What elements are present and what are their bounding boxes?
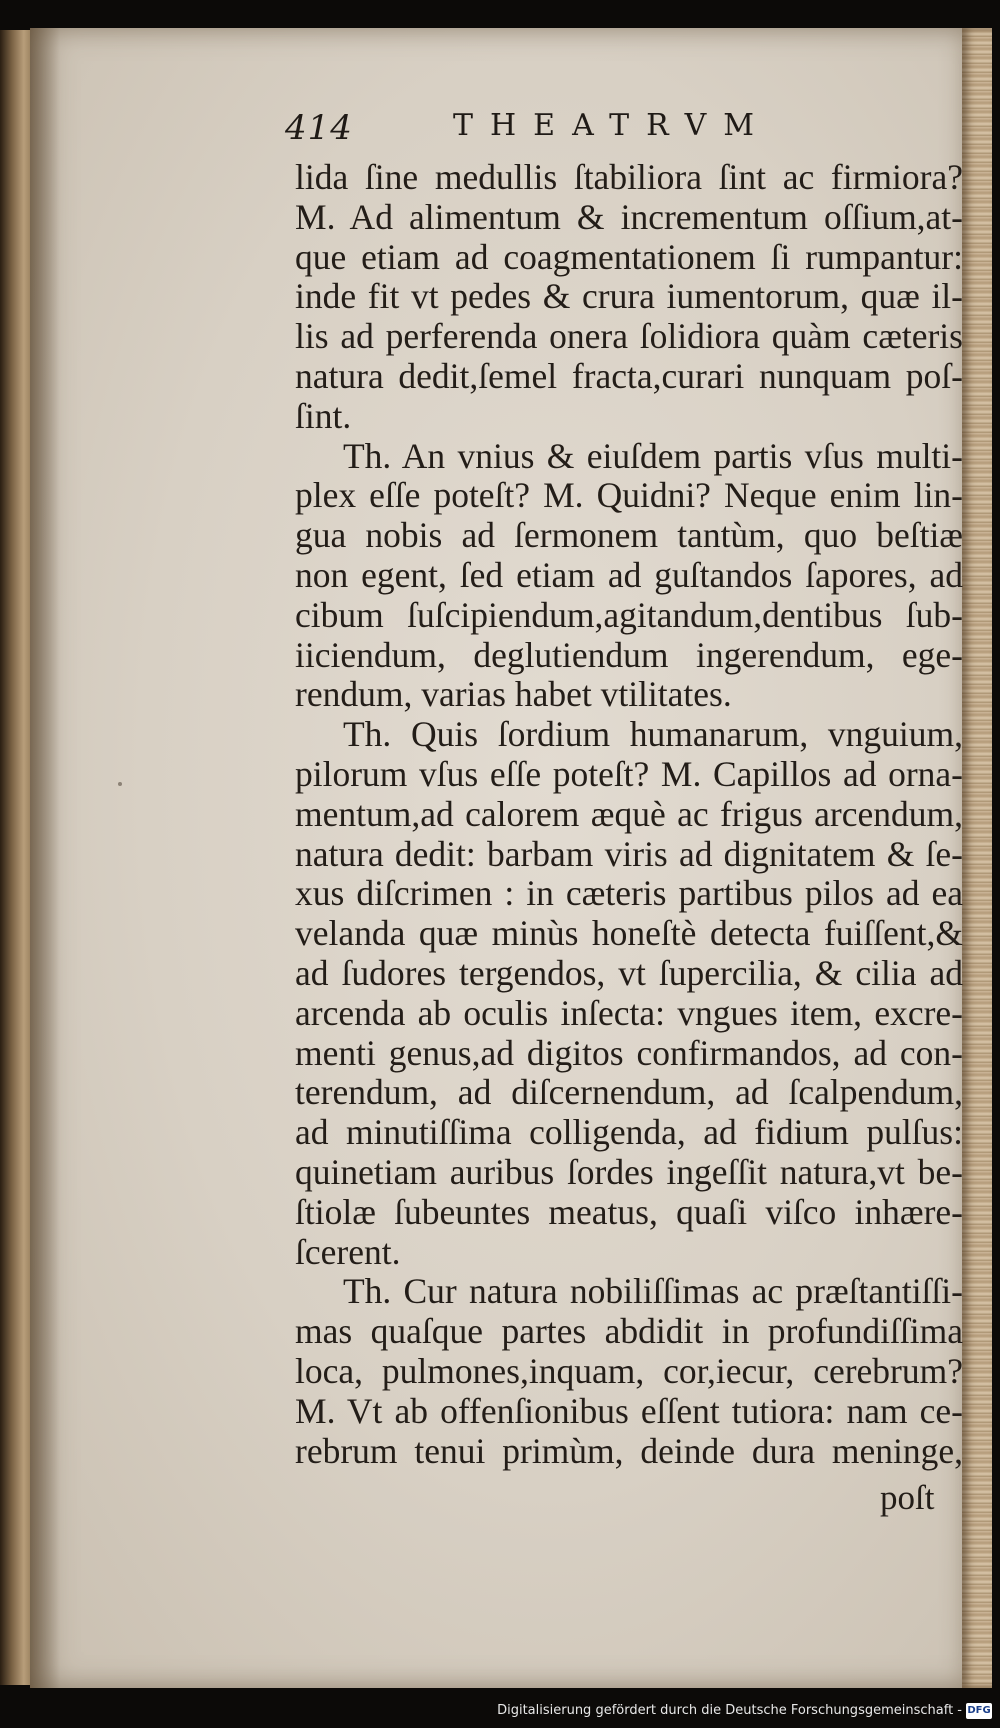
- text-line: ſcerent.: [295, 1231, 401, 1272]
- page-header: [285, 108, 805, 156]
- text-line: ſint.: [295, 395, 352, 436]
- text-line: xus diſcrimen : in cæteris partibus pilos ad ea: [295, 873, 963, 914]
- text-line: mentum,ad calorem æquè ac frigus arcendum,: [295, 793, 963, 834]
- text-line: quinetiam auribus ſordes ingeſſit natura,vt be-: [295, 1151, 963, 1192]
- text-line: rebrum tenui primùm, deinde dura meninge,: [295, 1430, 963, 1471]
- text-line: rendum, varias habet vtilitates.: [295, 674, 732, 715]
- gutter-shadow: [30, 28, 60, 1688]
- text-line: pilorum vſus eſſe poteſt? M. Capillos ad orna-: [295, 753, 963, 794]
- text-line: lis ad perferenda onera ſolidiora quàm cæteris: [295, 316, 963, 357]
- text-line: menti genus,ad digitos confirmandos, ad con-: [295, 1032, 963, 1073]
- text-line: non egent, ſed etiam ad guſtandos ſapores, ad: [295, 554, 963, 595]
- text-line: que etiam ad coagmentationem ſi rumpantur:: [295, 236, 963, 277]
- text-line: cibum ſuſcipiendum,agitandum,dentibus ſub-: [295, 594, 963, 635]
- paragraph-start-line: Th. Quis ſordium humanarum, vnguium,: [343, 714, 963, 755]
- text-line: iiciendum, deglutiendum ingerendum, ege-: [295, 634, 963, 675]
- text-line: M. Vt ab offenſionibus eſſent tutiora: nam ce-: [295, 1390, 963, 1431]
- footer-bar: [0, 1688, 1000, 1728]
- text-line: lida ſine medullis ſtabiliora ſint ac firmiora?: [295, 157, 963, 197]
- running-head: THEATRVM: [453, 108, 772, 143]
- text-line: terendum, ad diſcernendum, ad ſcalpendum,: [295, 1072, 963, 1113]
- text-line: arcenda ab oculis inſecta: vngues item, excre-: [295, 992, 963, 1033]
- body-text: [295, 158, 963, 1471]
- text-line: M. Ad alimentum & incrementum oſſium,at-: [295, 196, 963, 237]
- dfg-logo-icon: DFG: [966, 1703, 992, 1719]
- text-line: ſtiolæ ſubeuntes meatus, quaſi viſco inhære-: [295, 1191, 963, 1232]
- text-line: mas quaſque partes abdidit in profundiſſima: [295, 1311, 963, 1352]
- book-binding-edge: [0, 30, 34, 1685]
- text-line: loca, pulmones,inquam, cor,iecur, cerebrum?: [295, 1350, 963, 1391]
- text-line: natura dedit: barbam viris ad dignitatem & ſe-: [295, 833, 963, 874]
- page-number: 414: [285, 108, 353, 148]
- text-line: plex eſſe poteſt? M. Quidni? Neque enim lin-: [295, 475, 963, 516]
- paragraph-start-line: Th. An vnius & eiuſdem partis vſus multi-: [343, 435, 963, 476]
- text-line: inde fit vt pedes & crura iumentorum, quæ il-: [295, 276, 963, 317]
- catchword: poſt: [880, 1478, 935, 1517]
- paper-speck: [118, 782, 122, 786]
- text-line: gua nobis ad ſermonem tantùm, quo beſtiæ: [295, 515, 963, 556]
- text-line: ad ſudores tergendos, vt ſupercilia, & cilia ad: [295, 952, 963, 993]
- text-line: velanda quæ minùs honeſtè detecta fuiſſent,&: [295, 913, 963, 954]
- digitization-credit: Digitalisierung gefördert durch die Deutsche Forschungsgemeinschaft -: [497, 1703, 962, 1718]
- text-line: natura dedit,ſemel fracta,curari nunquam poſ-: [295, 355, 963, 396]
- paragraph-start-line: Th. Cur natura nobiliſſimas ac præſtantiſſi-: [343, 1271, 963, 1312]
- page-fore-edge: [962, 28, 992, 1688]
- text-line: ad minutiſſima colligenda, ad fidium pulſus:: [295, 1112, 963, 1153]
